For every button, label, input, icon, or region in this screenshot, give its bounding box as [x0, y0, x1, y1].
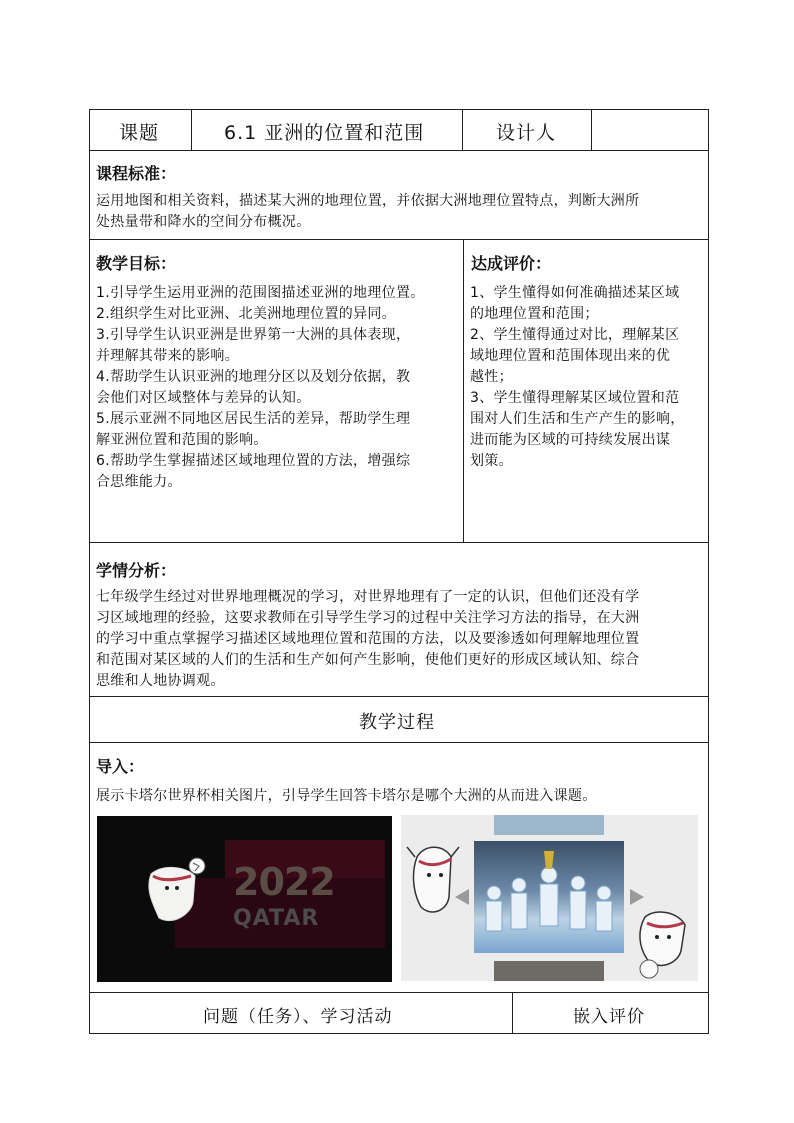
- mascot-right-icon: [627, 903, 697, 981]
- top-photo-strip: [494, 815, 604, 835]
- curriculum-line: 运用地图和相关资料，描述某大洲的地理位置，并依据大洲地理位置特点，判断大洲所: [96, 193, 640, 209]
- process-title: 教学过程: [359, 712, 435, 733]
- topic-label: 课题: [119, 122, 160, 144]
- activity-header: 问题（任务）、学习活动: [203, 1007, 393, 1027]
- analysis-line: 的学习中重点掌握学习描述区域地理位置和范围的方法，以及要渗透如何理解地理位置: [96, 631, 640, 647]
- evaluation-line: 越性；: [470, 369, 513, 385]
- evaluation-line: 1、学生懂得如何准确描述某区域: [470, 285, 680, 301]
- analysis-line: 习区域地理的经验，这要求教师在引导学生学习的过程中关注学习方法的指导，在大洲: [96, 610, 640, 626]
- evaluation-heading: 达成评价：: [471, 254, 552, 273]
- objective-line: 3.引导学生认识亚洲是世界第一大洲的具体表现，: [96, 327, 411, 343]
- objective-line: 1.引导学生运用亚洲的范围图描述亚洲的地理位置。: [96, 285, 425, 301]
- evaluation-line: 划策。: [470, 453, 513, 469]
- objective-line: 合思维能力。: [96, 474, 182, 490]
- evaluation-line: 围对人们生活和生产产生的影响，: [470, 411, 685, 427]
- evaluation-line: 的地理位置和范围；: [470, 306, 599, 322]
- analysis-text: [96, 587, 639, 692]
- objective-line: 解亚洲位置和范围的影响。: [96, 432, 268, 448]
- topic-value: 6.1 亚洲的位置和范围: [224, 122, 425, 144]
- evaluation-list: [470, 283, 685, 472]
- curriculum-line: 处热量带和降水的空间分布概况。: [96, 214, 311, 230]
- analysis-heading: 学情分析：: [96, 561, 177, 580]
- designer-value-cell: [591, 109, 709, 151]
- country-text: QATAR: [233, 906, 320, 931]
- curriculum-heading: 课程标准：: [96, 164, 177, 183]
- objective-line: 2.组织学生对比亚洲、北美洲地理位置的异同。: [96, 306, 396, 322]
- objective-line: 5.展示亚洲不同地区居民生活的差异，帮助学生理: [96, 411, 411, 427]
- designer-label: 设计人: [496, 122, 557, 144]
- objectives-list: [96, 283, 425, 493]
- bottom-photo-strip: [494, 961, 604, 981]
- evaluation-line: 进而能为区域的可持续发展出谋: [470, 432, 671, 448]
- team-photo: [474, 841, 624, 953]
- analysis-line: 和范围对某区域的人们的生活和生产如何产生影响，使他们更好的形成区域认知、综合: [96, 652, 640, 668]
- evaluation-line: 域地理位置和范围体现出来的优: [470, 348, 671, 364]
- players-figure-icon: [474, 841, 624, 953]
- embed-header: 嵌入评价: [573, 1007, 645, 1027]
- mascot-icon: [133, 854, 213, 934]
- objective-line: 4.帮助学生认识亚洲的地理分区以及划分依据，教: [96, 369, 411, 385]
- evaluation-line: 2、学生懂得通过对比，理解某区: [470, 327, 680, 343]
- curriculum-text: [96, 191, 639, 233]
- objective-line: 6.帮助学生掌握描述区域地理位置的方法，增强综: [96, 453, 411, 469]
- analysis-line: 思维和人地协调观。: [96, 673, 225, 689]
- objective-line: 会他们对区域整体与差异的认知。: [96, 390, 311, 406]
- year-text: 2022: [233, 860, 335, 904]
- analysis-line: 七年级学生经过对世界地理概况的学习，对世界地理有了一定的认识，但他们还没有学: [96, 589, 640, 605]
- qatar-2022-image: [97, 816, 392, 982]
- intro-heading: 导入：: [96, 757, 145, 776]
- mascot-left-icon: [403, 837, 463, 923]
- intro-text: 展示卡塔尔世界杯相关图片，引导学生回答卡塔尔是哪个大洲的从而进入课题。: [96, 788, 597, 804]
- objective-line: 并理解其带来的影响。: [96, 348, 239, 364]
- evaluation-line: 3、学生懂得理解某区域位置和范: [470, 390, 680, 406]
- objectives-heading: 教学目标：: [96, 254, 177, 273]
- world-cup-celebration-image: [401, 815, 698, 981]
